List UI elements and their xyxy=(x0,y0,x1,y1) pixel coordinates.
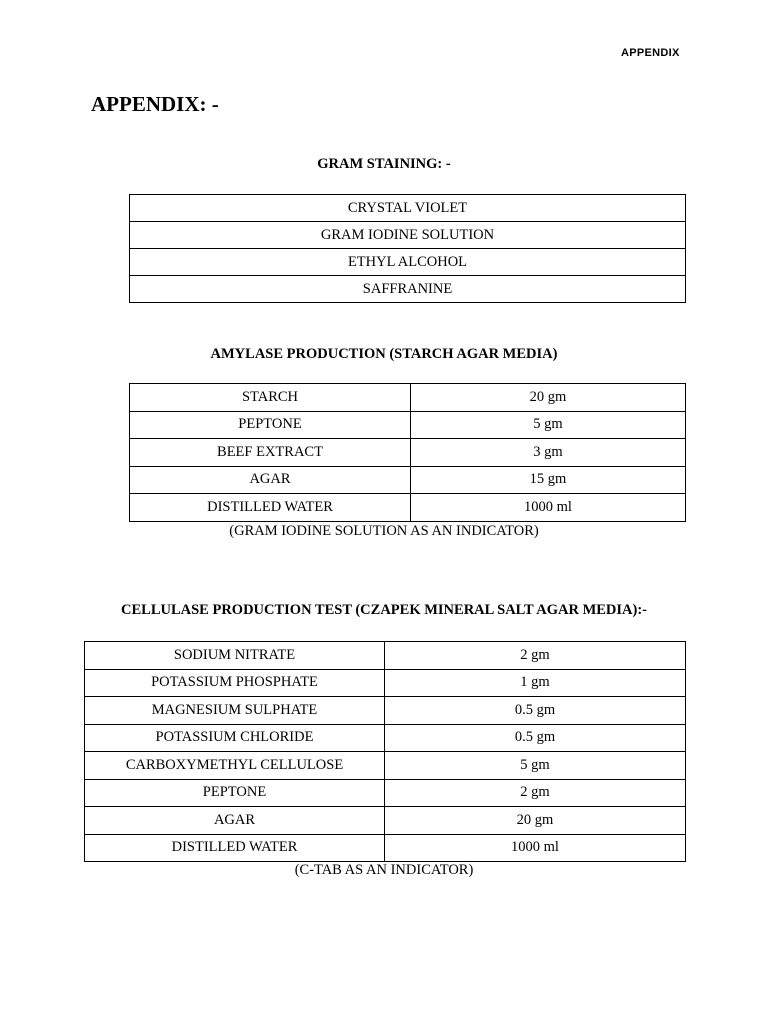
amylase-table xyxy=(129,383,686,522)
table-row xyxy=(130,276,686,303)
ingredient-cell: DISTILLED WATER xyxy=(85,834,385,862)
ingredient-cell: AGAR xyxy=(85,807,385,835)
amount-cell: 2 gm xyxy=(385,642,686,670)
table-row xyxy=(85,669,686,697)
amount-cell: 0.5 gm xyxy=(385,697,686,725)
gram-staining-table xyxy=(129,194,686,303)
table-row xyxy=(130,494,686,522)
cellulase-indicator-note: (C-TAB AS AN INDICATOR) xyxy=(294,862,474,878)
amount-cell: 15 gm xyxy=(411,466,686,494)
ingredient-cell: PEPTONE xyxy=(85,779,385,807)
ingredient-cell: MAGNESIUM SULPHATE xyxy=(85,697,385,725)
table-row xyxy=(130,439,686,467)
ingredient-cell: SODIUM NITRATE xyxy=(85,642,385,670)
table-row xyxy=(130,411,686,439)
table-row xyxy=(85,697,686,725)
table-row xyxy=(85,642,686,670)
table-row xyxy=(85,724,686,752)
amount-cell: 5 gm xyxy=(385,752,686,780)
ingredient-cell: BEEF EXTRACT xyxy=(130,439,411,467)
ingredient-cell: POTASSIUM PHOSPHATE xyxy=(85,669,385,697)
ingredient-cell: STARCH xyxy=(130,384,411,412)
table-row xyxy=(85,752,686,780)
amount-cell: 1000 ml xyxy=(385,834,686,862)
table-cell: CRYSTAL VIOLET xyxy=(130,195,686,222)
amount-cell: 20 gm xyxy=(411,384,686,412)
amylase-heading: AMYLASE PRODUCTION (STARCH AGAR MEDIA) xyxy=(210,346,558,362)
amount-cell: 1 gm xyxy=(385,669,686,697)
table-row xyxy=(85,779,686,807)
amount-cell: 0.5 gm xyxy=(385,724,686,752)
table-row xyxy=(130,466,686,494)
amount-cell: 5 gm xyxy=(411,411,686,439)
ingredient-cell: CARBOXYMETHYL CELLULOSE xyxy=(85,752,385,780)
ingredient-cell: DISTILLED WATER xyxy=(130,494,411,522)
amount-cell: 1000 ml xyxy=(411,494,686,522)
table-row xyxy=(130,195,686,222)
table-cell: GRAM IODINE SOLUTION xyxy=(130,222,686,249)
amount-cell: 3 gm xyxy=(411,439,686,467)
table-row xyxy=(130,222,686,249)
table-cell: ETHYL ALCOHOL xyxy=(130,249,686,276)
table-row xyxy=(85,834,686,862)
table-row xyxy=(130,249,686,276)
table-row xyxy=(85,807,686,835)
page-title: APPENDIX: - xyxy=(91,92,219,116)
table-cell: SAFFRANINE xyxy=(130,276,686,303)
amount-cell: 20 gm xyxy=(385,807,686,835)
table-row xyxy=(130,384,686,412)
ingredient-cell: PEPTONE xyxy=(130,411,411,439)
ingredient-cell: POTASSIUM CHLORIDE xyxy=(85,724,385,752)
amylase-indicator-note: (GRAM IODINE SOLUTION AS AN INDICATOR) xyxy=(229,523,539,539)
cellulase-heading: CELLULASE PRODUCTION TEST (CZAPEK MINERAL SALT AGAR MEDIA):- xyxy=(121,602,647,618)
amount-cell: 2 gm xyxy=(385,779,686,807)
cellulase-table xyxy=(84,641,686,862)
ingredient-cell: AGAR xyxy=(130,466,411,494)
running-head: APPENDIX xyxy=(621,47,680,59)
gram-staining-heading: GRAM STAINING: - xyxy=(317,156,451,172)
